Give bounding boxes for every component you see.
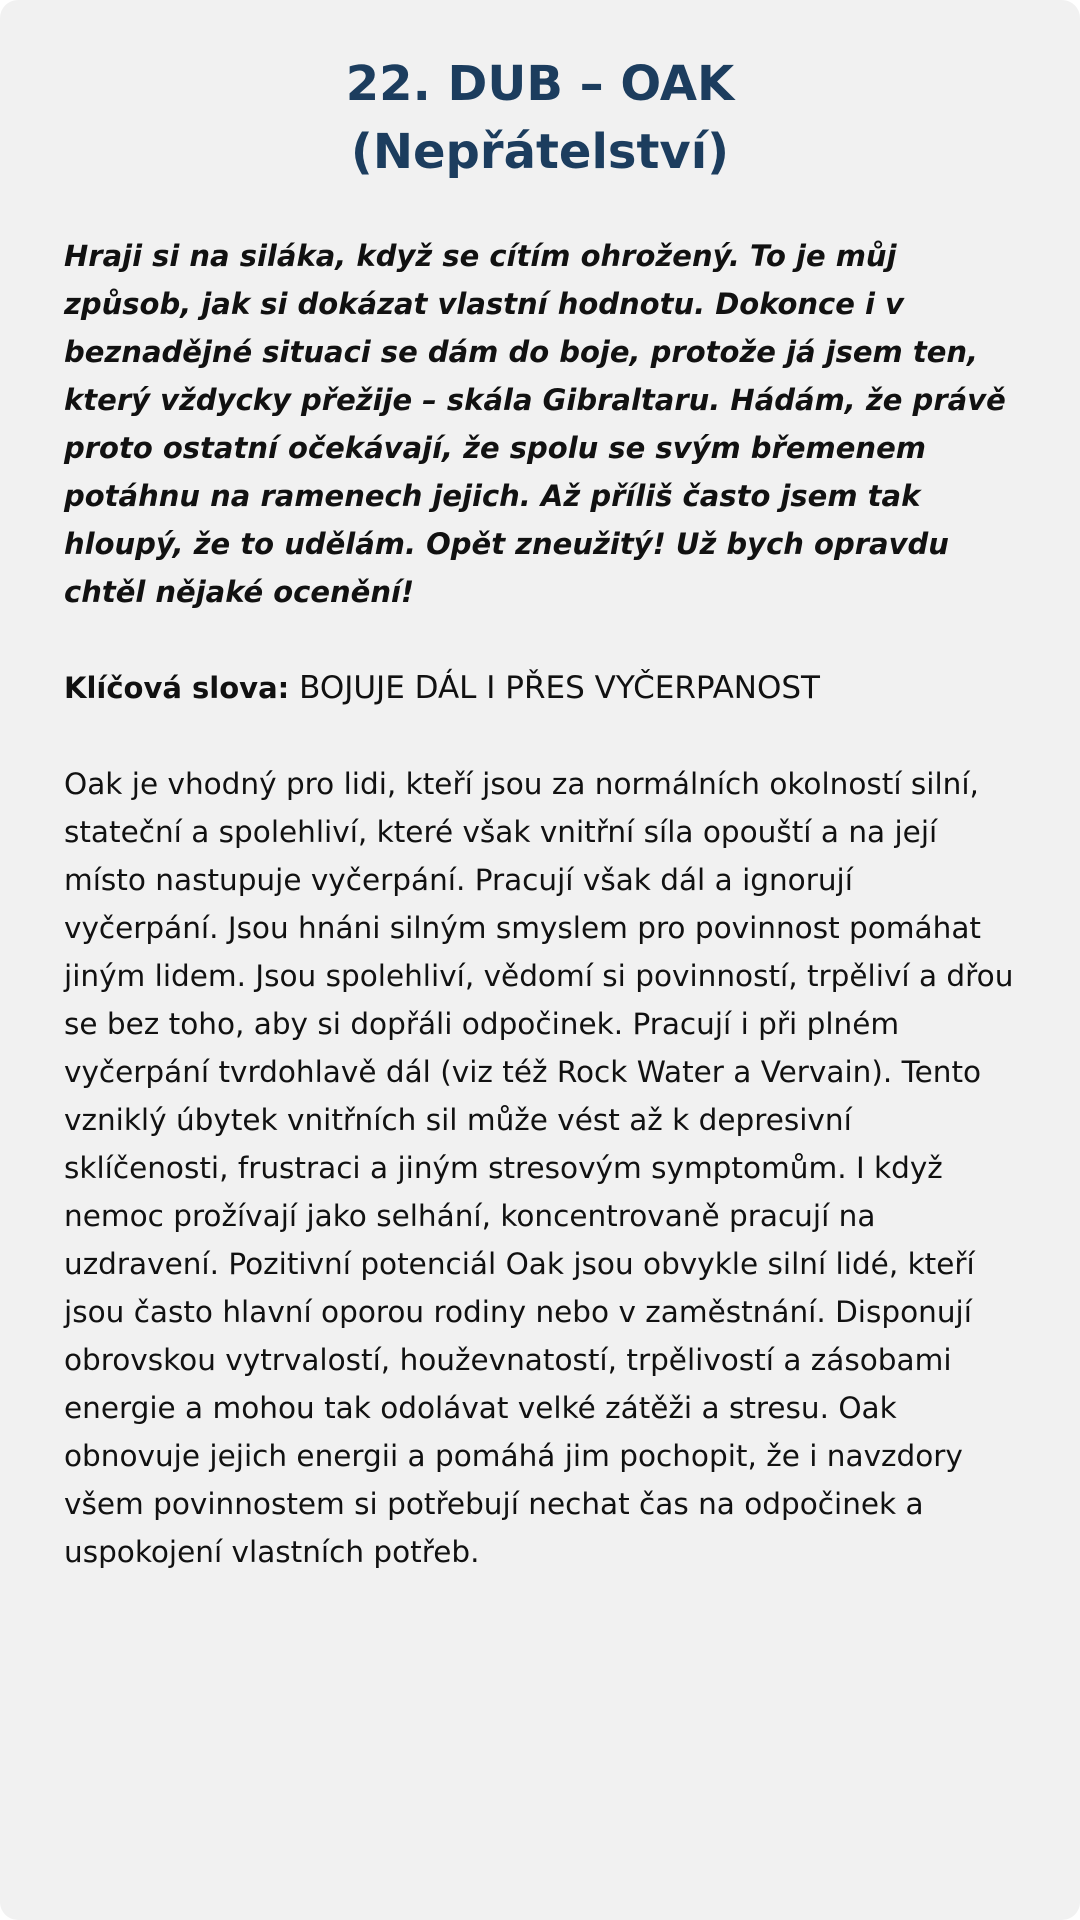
keywords-label: Klíčová slova: <box>64 671 290 705</box>
title-line-2: (Nepřátelství) <box>350 124 730 180</box>
keywords-line <box>64 664 1016 712</box>
title-line-1: 22. DUB – OAK <box>345 56 735 112</box>
keywords-value: BOJUJE DÁL I PŘES VYČERPANOST <box>299 670 820 706</box>
page-title <box>64 50 1016 186</box>
description-paragraph: Oak je vhodný pro lidi, kteří jsou za normálních okolností silní, stateční a spolehliví, které však vnitřní síla opouští a na její místo nastupuje vyčerpání. Pracují však dál a ignorují vyčerpání. Jsou hnáni silným smyslem pro povinnost pomáhat jiným lidem. Jsou spolehliví, vědomí si povinností, trpěliví a dřou se bez toho, aby si dopřáli odpočinek. Pracují i při plném vyčerpání tvrdohlavě dál (viz též Rock Water a Vervain). Tento vzniklý úbytek vnitřních sil může vést až k depresivní sklíčenosti, frustraci a jiným stresovým symptomům. I když nemoc prožívají jako selhání, koncentrovaně pracují na uzdravení. Pozitivní potenciál Oak jsou obvykle silní lidé, kteří jsou často hlavní oporou rodiny nebo v zaměstnání. Disponují obrovskou vytrvalostí, houževnatostí, trpělivostí a zásobami energie a mohou tak odolávat velké zátěži a stresu. Oak obnovuje jejich energii a pomáhá jim pochopit, že i navzdory všem povinnostem si potřebují nechat čas na odpočinek a uspokojení vlastních potřeb. <box>64 767 1014 1569</box>
quote-paragraph: Hraji si na siláka, když se cítím ohrožený. To je můj způsob, jak si dokázat vlastní hodnotu. Dokonce i v beznadějné situaci se dám do boje, protože já jsem ten, který vždycky přežije – skála Gibraltaru. Hádám, že právě proto ostatní očekávají, že spolu se svým břemenem potáhnu na ramenech jejich. Až příliš často jsem tak hloupý, že to udělám. Opět zneužitý! Už bych opravdu chtěl nějaké ocenění! <box>64 239 1006 609</box>
